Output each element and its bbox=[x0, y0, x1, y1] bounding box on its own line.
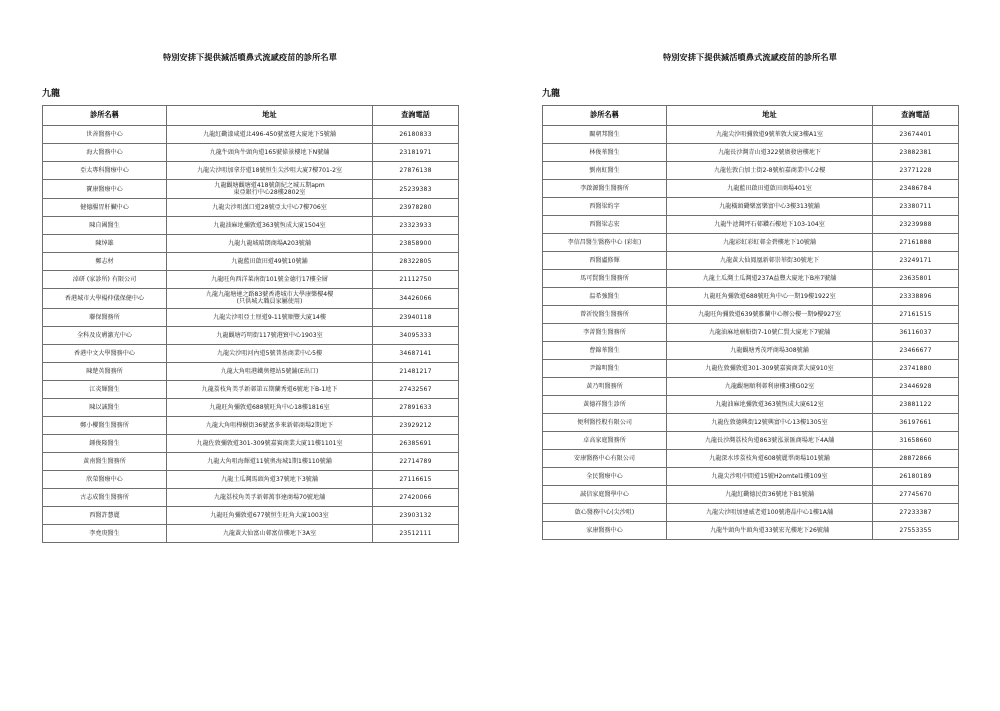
cell-clinic-name: 馬可賢醫生醫務所 bbox=[543, 269, 667, 287]
cell-address: 九龍旺角彌敦道677號恒生旺角大廈1003室 bbox=[167, 506, 373, 524]
table-row bbox=[543, 503, 959, 521]
cell-phone: 26180833 bbox=[373, 125, 459, 143]
cell-clinic-name: 欣榮醫療中心 bbox=[43, 470, 167, 488]
cell-clinic-name: 啟心醫務中心(尖沙咀) bbox=[543, 503, 667, 521]
cell-clinic-name: 香港城市大學楊仲儀保健中心 bbox=[43, 289, 167, 308]
cell-phone: 23486784 bbox=[873, 179, 959, 197]
cell-clinic-name: 卓高家庭醫務所 bbox=[543, 431, 667, 449]
cell-address: 九龍尖沙咀河內道5號普基商業中心5樓 bbox=[167, 344, 373, 362]
cell-clinic-name: 陳以誠醫生 bbox=[43, 398, 167, 416]
cell-phone: 27876138 bbox=[373, 161, 459, 179]
cell-phone: 27233387 bbox=[873, 503, 959, 521]
cell-address: 九龍黃大仙鳳凰新邨崇華街30號地下 bbox=[667, 251, 873, 269]
cell-phone: 36116037 bbox=[873, 323, 959, 341]
cell-phone: 27553355 bbox=[873, 521, 959, 539]
cell-clinic-name: 世善醫務中心 bbox=[43, 125, 167, 143]
cell-phone: 23380711 bbox=[873, 197, 959, 215]
cell-clinic-name: 鄭志材 bbox=[43, 253, 167, 271]
cell-phone: 23323933 bbox=[373, 217, 459, 235]
cell-clinic-name: 李啟源醫生醫務所 bbox=[543, 179, 667, 197]
cell-address: 九龍尖沙咀亞士厘道9-11號順豐大廈14樓 bbox=[167, 308, 373, 326]
cell-address-line-2: (只供城大職員家屬使用) bbox=[236, 298, 303, 306]
table-body-page-2 bbox=[543, 125, 959, 539]
table-row bbox=[543, 251, 959, 269]
table-row bbox=[43, 179, 459, 198]
cell-clinic-name: 温希強醫生 bbox=[543, 287, 667, 305]
table-row bbox=[543, 395, 959, 413]
cell-phone: 31658660 bbox=[873, 431, 959, 449]
cell-clinic-name: 關朝邦醫生 bbox=[543, 125, 667, 143]
table-header-row bbox=[43, 105, 459, 125]
cell-address: 九龍大角咀海輝道11號奧海城1期1樓110號舖 bbox=[167, 452, 373, 470]
table-row bbox=[43, 362, 459, 380]
cell-address: 九龍土瓜灣馬頭角道37號地下3號舖 bbox=[167, 470, 373, 488]
table-row bbox=[43, 271, 459, 289]
table-row bbox=[543, 215, 959, 233]
cell-clinic-name: 陳自國醫生 bbox=[43, 217, 167, 235]
table-row bbox=[543, 485, 959, 503]
cell-clinic-name: 江炎輝醫生 bbox=[43, 380, 167, 398]
cell-address: 九龍牛頭角牛頭角道33號宏光樓地下26號舖 bbox=[667, 521, 873, 539]
cell-phone: 23466677 bbox=[873, 341, 959, 359]
cell-clinic-name: 尹錦明醫生 bbox=[543, 359, 667, 377]
cell-phone: 23741880 bbox=[873, 359, 959, 377]
cell-phone: 27891633 bbox=[373, 398, 459, 416]
table-row bbox=[43, 488, 459, 506]
cell-phone: 26385691 bbox=[373, 434, 459, 452]
cell-address: 九龍大角咀港鐵奧運站5號舖(E出口) bbox=[167, 362, 373, 380]
cell-address: 九龍藍田啟田道啟田商場401室 bbox=[667, 179, 873, 197]
cell-address: 九龍橫頭磡樂富樂富中心3樓313號舖 bbox=[667, 197, 873, 215]
cell-address: 九龍旺角彌敦道688號旺角中心一期19樓1922室 bbox=[667, 287, 873, 305]
cell-phone: 23903132 bbox=[373, 506, 459, 524]
cell-address: 九龍牛頭角牛頭角道165號偉景樓地下N號舖 bbox=[167, 143, 373, 161]
cell-clinic-name: 李菁醫生醫務所 bbox=[543, 323, 667, 341]
table-row bbox=[43, 524, 459, 542]
cell-address: 九龍彩虹彩虹邨金碧樓地下10號舖 bbox=[667, 233, 873, 251]
cell-clinic-name: 李堯庚醫生 bbox=[43, 524, 167, 542]
cell-phone: 23771228 bbox=[873, 161, 959, 179]
cell-address: 九龍荔枝角美孚新邨第五期蘭秀道6號地下B-1地下 bbox=[167, 380, 373, 398]
column-header-clinic-name: 診所名稱 bbox=[543, 105, 667, 125]
cell-clinic-name: 健德腸胃肝臟中心 bbox=[43, 199, 167, 217]
cell-phone: 34095333 bbox=[373, 326, 459, 344]
cell-address: 九龍九龍塘達之路83號香港城市大學康樂樓4樓 (只供城大職員家屬使用) bbox=[167, 289, 373, 308]
cell-clinic-name: 家康醫務中心 bbox=[543, 521, 667, 539]
table-row bbox=[543, 143, 959, 161]
cell-phone: 23512111 bbox=[373, 524, 459, 542]
cell-address: 九龍荔枝角美孚新邨萬事達商場70號地舖 bbox=[167, 488, 373, 506]
cell-phone: 22714789 bbox=[373, 452, 459, 470]
page-title: 特別安排下提供減活噴鼻式流感疫苗的診所名單 bbox=[662, 52, 838, 62]
cell-address: 九龍觀塘巧明街117號港貿中心1903室 bbox=[167, 326, 373, 344]
cell-clinic-name: 海大醫務中心 bbox=[43, 143, 167, 161]
table-row bbox=[543, 521, 959, 539]
table-row bbox=[543, 305, 959, 323]
cell-address: 九龍深水埗荔枝角道608號麗翠商場101號舖 bbox=[667, 449, 873, 467]
cell-phone: 26180189 bbox=[873, 467, 959, 485]
cell-address: 九龍佐敦白加士街2-8號栢嘉商業中心2樓 bbox=[667, 161, 873, 179]
cell-clinic-name: 便利醫控股有限公司 bbox=[543, 413, 667, 431]
cell-clinic-name: 陳焯雄 bbox=[43, 235, 167, 253]
cell-phone: 23858900 bbox=[373, 235, 459, 253]
table-row bbox=[543, 449, 959, 467]
cell-clinic-name: 李信昌醫生醫務中心 (彩虹) bbox=[543, 233, 667, 251]
cell-phone: 27161515 bbox=[873, 305, 959, 323]
cell-clinic-name: 誠信家庭醫學中心 bbox=[543, 485, 667, 503]
cell-phone: 23239988 bbox=[873, 215, 959, 233]
region-heading: 九龍 bbox=[42, 89, 61, 100]
cell-address: 九龍尖沙咀加連威老道100號港晶中心1樓1A舖 bbox=[667, 503, 873, 521]
cell-address: 九龍油麻地廟船街7-10號仁賢大廈地下7號舖 bbox=[667, 323, 873, 341]
cell-address: 九龍油麻地彌敦道363號恆成大廈612室 bbox=[667, 395, 873, 413]
cell-phone: 21112750 bbox=[373, 271, 459, 289]
cell-phone: 23929212 bbox=[373, 416, 459, 434]
cell-address: 九龍油麻地彌敦道363號恆成大廈1504室 bbox=[167, 217, 373, 235]
cell-address: 九龍佐敦彌敦道301-309號嘉賓商業大廈910室 bbox=[667, 359, 873, 377]
cell-clinic-name: 林俊華醫生 bbox=[543, 143, 667, 161]
table-row bbox=[43, 326, 459, 344]
table-row bbox=[543, 287, 959, 305]
cell-address: 九龍大角咀樺樹街36號富多來新邨商場2期地下 bbox=[167, 416, 373, 434]
column-header-address: 地址 bbox=[167, 105, 373, 125]
table-row bbox=[43, 416, 459, 434]
cell-address: 九龍觀塘順利邨利康樓3樓G02室 bbox=[667, 377, 873, 395]
cell-address: 九龍長沙灣青山道322號廣發唐樓地下 bbox=[667, 143, 873, 161]
cell-clinic-name: 西醫梁志宏 bbox=[543, 215, 667, 233]
cell-address: 九龍觀塘觀塘道418號創紀之城五期apm 東亞銀行中心28樓2802室 bbox=[167, 179, 373, 198]
cell-phone: 27745670 bbox=[873, 485, 959, 503]
cell-address: 九龍牛池灣坪石邨鑽石樓地下103-104室 bbox=[667, 215, 873, 233]
table-row bbox=[543, 341, 959, 359]
table-row bbox=[43, 199, 459, 217]
cell-phone: 28322805 bbox=[373, 253, 459, 271]
region-heading: 九龍 bbox=[542, 89, 561, 100]
cell-phone: 23446928 bbox=[873, 377, 959, 395]
table-row bbox=[543, 197, 959, 215]
table-row bbox=[43, 125, 459, 143]
table-row bbox=[43, 161, 459, 179]
table-row bbox=[543, 467, 959, 485]
cell-phone: 23181971 bbox=[373, 143, 459, 161]
cell-address: 九龍觀塘秀茂坪商場308號舖 bbox=[667, 341, 873, 359]
cell-clinic-name: 亞太專科醫療中心 bbox=[43, 161, 167, 179]
page-title: 特別安排下提供減活噴鼻式流感疫苗的診所名單 bbox=[162, 52, 338, 62]
cell-phone: 25239383 bbox=[373, 179, 459, 198]
table-row bbox=[43, 380, 459, 398]
table-row bbox=[543, 431, 959, 449]
column-header-phone: 查詢電話 bbox=[373, 105, 459, 125]
cell-clinic-name: 全民醫療中心 bbox=[543, 467, 667, 485]
table-row bbox=[43, 452, 459, 470]
cell-address: 九龍土瓜灣土瓜灣道237A益豐大廈地下B座7號舖 bbox=[667, 269, 873, 287]
cell-clinic-name: 淖研 (家診所) 有限公司 bbox=[43, 271, 167, 289]
cell-clinic-name: 鄭小櫻醫生醫務所 bbox=[43, 416, 167, 434]
column-header-clinic-name: 診所名稱 bbox=[43, 105, 167, 125]
cell-address: 九龍長沙灣荔枝角道863號泓景匯商場地下4A舖 bbox=[667, 431, 873, 449]
cell-phone: 23882381 bbox=[873, 143, 959, 161]
table-row bbox=[43, 506, 459, 524]
cell-clinic-name: 寶康醫療中心 bbox=[43, 179, 167, 198]
clinic-table bbox=[42, 105, 459, 543]
cell-phone: 23674401 bbox=[873, 125, 959, 143]
cell-phone: 28872866 bbox=[873, 449, 959, 467]
cell-clinic-name: 陳楚英醫務所 bbox=[43, 362, 167, 380]
cell-clinic-name: 曾祈悅醫生醫務所 bbox=[543, 305, 667, 323]
cell-clinic-name: 西醫梁約字 bbox=[543, 197, 667, 215]
cell-address: 九龍佐敦德興街12號興富中心13樓1305室 bbox=[667, 413, 873, 431]
table-row bbox=[43, 289, 459, 308]
cell-clinic-name: 黃乃明醫務所 bbox=[543, 377, 667, 395]
table-row bbox=[43, 143, 459, 161]
cell-address-line-2: 東亞銀行中心28樓2802室 bbox=[233, 189, 306, 197]
cell-phone: 27116615 bbox=[373, 470, 459, 488]
cell-address: 九龍紅磡德民街36號地下B1號舖 bbox=[667, 485, 873, 503]
cell-clinic-name: 黃南醫生醫務所 bbox=[43, 452, 167, 470]
cell-address: 九龍尖沙咀彌敦道9號華敦大廈3樓A1室 bbox=[667, 125, 873, 143]
table-row bbox=[43, 217, 459, 235]
table-row bbox=[43, 470, 459, 488]
cell-phone: 23978280 bbox=[373, 199, 459, 217]
table-row bbox=[543, 359, 959, 377]
cell-phone: 21481217 bbox=[373, 362, 459, 380]
table-row bbox=[43, 398, 459, 416]
cell-phone: 23635801 bbox=[873, 269, 959, 287]
table-row bbox=[43, 235, 459, 253]
cell-phone: 27420066 bbox=[373, 488, 459, 506]
cell-address: 九龍尖沙咀中間道15號H2omtel1樓109室 bbox=[667, 467, 873, 485]
cell-address: 九龍旺角西洋菜南街101號金德行17樓全層 bbox=[167, 271, 373, 289]
cell-phone: 23249171 bbox=[873, 251, 959, 269]
table-row bbox=[43, 253, 459, 271]
table-row bbox=[543, 233, 959, 251]
table-row bbox=[43, 344, 459, 362]
clinic-table bbox=[542, 105, 959, 540]
table-row bbox=[543, 377, 959, 395]
table-body-page-1 bbox=[43, 125, 459, 542]
cell-phone: 27161888 bbox=[873, 233, 959, 251]
cell-clinic-name: 西醫許慧麗 bbox=[43, 506, 167, 524]
cell-phone: 23940118 bbox=[373, 308, 459, 326]
cell-clinic-name: 安康醫務中心有限公司 bbox=[543, 449, 667, 467]
cell-address: 九龍佐敦彌敦道301-309號嘉賓商業大廈11樓1101室 bbox=[167, 434, 373, 452]
cell-phone: 23881122 bbox=[873, 395, 959, 413]
cell-address: 九龍尖沙咀漢口道28號亞太中心7樓706室 bbox=[167, 199, 373, 217]
table-row bbox=[543, 161, 959, 179]
cell-phone: 34687141 bbox=[373, 344, 459, 362]
table-row bbox=[543, 323, 959, 341]
cell-address: 九龍藍田啟田道49號10號舖 bbox=[167, 253, 373, 271]
column-header-address: 地址 bbox=[667, 105, 873, 125]
cell-phone: 23338896 bbox=[873, 287, 959, 305]
cell-address: 九龍旺角彌敦道688號旺角中心18樓1816室 bbox=[167, 398, 373, 416]
cell-clinic-name: 聯保醫務所 bbox=[43, 308, 167, 326]
cell-address: 九龍旺角彌敦道639號雅蘭中心辦公樓一期9樓927室 bbox=[667, 305, 873, 323]
cell-clinic-name: 西醫盧修輝 bbox=[543, 251, 667, 269]
column-header-phone: 查詢電話 bbox=[873, 105, 959, 125]
table-row bbox=[543, 179, 959, 197]
cell-phone: 27432567 bbox=[373, 380, 459, 398]
document-page-2 bbox=[500, 0, 1000, 711]
cell-address: 九龍紅磡漆咸道北496-450號富運大廈地下5號舖 bbox=[167, 125, 373, 143]
cell-clinic-name: 古志成醫生醫務所 bbox=[43, 488, 167, 506]
table-row bbox=[43, 434, 459, 452]
cell-phone: 36197661 bbox=[873, 413, 959, 431]
table-row bbox=[543, 269, 959, 287]
table-row bbox=[543, 125, 959, 143]
cell-address: 九龍尖沙咀加拿芬道18號恒生尖沙咀大廈7樓701-2室 bbox=[167, 161, 373, 179]
cell-address: 九龍九龍城晴朗商場A203號舖 bbox=[167, 235, 373, 253]
cell-clinic-name: 黃德祥醫生診所 bbox=[543, 395, 667, 413]
table-header-row bbox=[543, 105, 959, 125]
cell-clinic-name: 全科及皮膚激光中心 bbox=[43, 326, 167, 344]
cell-phone: 34426066 bbox=[373, 289, 459, 308]
cell-address: 九龍黃大仙富山邨富信樓地下3A室 bbox=[167, 524, 373, 542]
table-row bbox=[543, 413, 959, 431]
cell-clinic-name: 鍾俊隆醫生 bbox=[43, 434, 167, 452]
cell-clinic-name: 香港中文大學醫務中心 bbox=[43, 344, 167, 362]
cell-clinic-name: 劉南虹醫生 bbox=[543, 161, 667, 179]
cell-clinic-name: 曹錦華醫生 bbox=[543, 341, 667, 359]
table-row bbox=[43, 308, 459, 326]
